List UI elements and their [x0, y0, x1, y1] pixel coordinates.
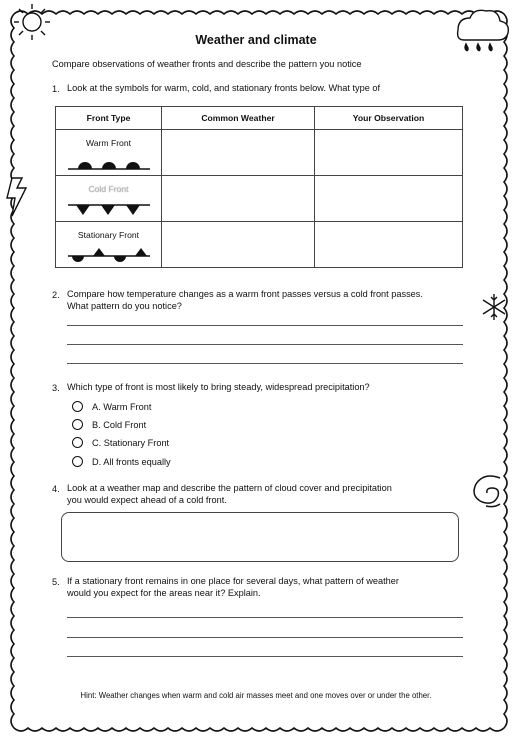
table-row	[56, 130, 463, 176]
radio-button[interactable]	[72, 401, 83, 412]
snowflake-icon	[483, 294, 505, 320]
answer-line[interactable]	[67, 617, 463, 618]
q3-number: 3.	[52, 383, 60, 393]
q2-number: 2.	[52, 290, 60, 300]
answer-line[interactable]	[67, 637, 463, 638]
lightning-icon	[7, 178, 26, 216]
col-header-common-weather: Common Weather	[162, 107, 315, 130]
option-label: A. Warm Front	[92, 401, 152, 412]
observation-cell[interactable]	[315, 130, 463, 176]
q2-line-1: Compare how temperature changes as a warm front passes versus a cold front passes.	[67, 289, 423, 299]
q4-line-2: you would expect ahead of a cold front.	[67, 495, 227, 505]
q5-line-1: If a stationary front remains in one place for several days, what pattern of weather	[67, 576, 399, 586]
observation-cell[interactable]	[315, 176, 463, 222]
q5-number: 5.	[52, 577, 60, 587]
q4-number: 4.	[52, 484, 60, 494]
q1-number: 1.	[52, 84, 60, 94]
table-row	[56, 222, 463, 268]
q4-line-1: Look at a weather map and describe the pattern of cloud cover and precipitation	[67, 483, 392, 493]
answer-line[interactable]	[67, 325, 463, 326]
table-header-row	[56, 107, 463, 130]
col-header-your-observation: Your Observation	[315, 107, 463, 130]
option-label: D. All fronts equally	[92, 456, 171, 467]
cold-front-symbol	[68, 201, 150, 219]
col-header-front-type: Front Type	[56, 107, 162, 130]
answer-line[interactable]	[67, 344, 463, 345]
radio-button[interactable]	[72, 437, 83, 448]
answer-box[interactable]	[61, 512, 459, 562]
option-d[interactable]	[72, 456, 171, 467]
q1-text: Look at the symbols for warm, cold, and stationary fronts below. What type of	[67, 83, 381, 93]
front-type-label: Cold Front	[88, 184, 129, 194]
common-weather-cell[interactable]	[162, 176, 315, 222]
observation-cell[interactable]	[315, 222, 463, 268]
radio-button[interactable]	[72, 456, 83, 467]
hint-text: Hint: Weather changes when warm and cold air masses meet and one moves over or under the other.	[80, 691, 432, 700]
answer-line[interactable]	[67, 656, 463, 657]
table-row	[56, 176, 463, 222]
page-title: Weather and climate	[195, 33, 317, 47]
front-table	[55, 106, 463, 268]
front-type-cell	[56, 222, 162, 268]
common-weather-cell[interactable]	[162, 130, 315, 176]
instructions: Compare observations of weather fronts and describe the pattern you notice	[52, 59, 362, 69]
option-b[interactable]	[72, 419, 146, 430]
front-type-cell	[56, 176, 162, 222]
common-weather-cell[interactable]	[162, 222, 315, 268]
stationary-front-symbol	[68, 247, 150, 265]
wind-swirl-icon	[474, 476, 500, 507]
option-label: B. Cold Front	[92, 419, 147, 430]
front-type-label: Warm Front	[85, 138, 132, 148]
radio-button[interactable]	[72, 419, 83, 430]
front-type-cell	[56, 130, 162, 176]
q3-text: Which type of front is most likely to bring steady, widespread precipitation?	[67, 382, 370, 392]
q5-line-2: would you expect for the areas near it? Explain.	[67, 588, 261, 598]
answer-line[interactable]	[67, 363, 463, 364]
q2-line-2: What pattern do you notice?	[67, 301, 182, 311]
warm-front-symbol	[68, 155, 150, 173]
option-c[interactable]	[72, 437, 169, 448]
option-label: C. Stationary Front	[92, 437, 170, 448]
option-a[interactable]	[72, 401, 151, 412]
front-type-label: Stationary Front	[77, 230, 140, 240]
